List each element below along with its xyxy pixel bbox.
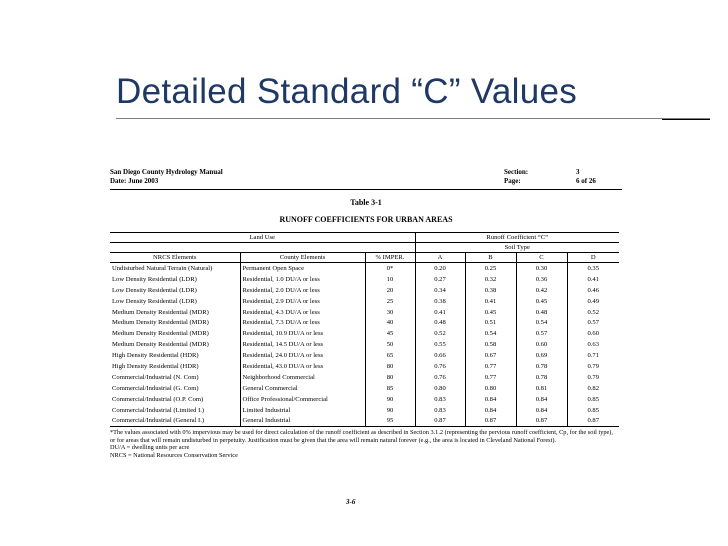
table-cell: 0.67 [465, 350, 516, 361]
table-cell: 0.52 [415, 328, 465, 339]
table-notes [110, 429, 619, 459]
table-cell: 0.85 [567, 394, 619, 405]
table-cell: 0.60 [516, 339, 567, 350]
table-cell: High Density Residential (HDR) [112, 362, 199, 370]
table-cell: 0.48 [516, 307, 567, 318]
table-cell: 0.83 [415, 405, 465, 416]
table-cell: Limited Industrial [240, 405, 365, 416]
column-header: A [415, 253, 465, 263]
table-row [110, 361, 619, 372]
table-row [110, 394, 619, 405]
table-cell: 0.57 [516, 328, 567, 339]
table-cell: 0.45 [516, 296, 567, 307]
table-cell: 95 [365, 415, 415, 426]
table-cell: 90 [365, 405, 415, 416]
table-cell: Medium Density Residential (MDR) [112, 341, 209, 349]
soil-type-header: Soil Type [415, 243, 619, 253]
table-cell: 0.77 [465, 361, 516, 372]
table-row [110, 285, 619, 296]
table-cell: General Industrial [240, 415, 365, 426]
table-cell: 0* [365, 263, 415, 274]
table-cell: 40 [365, 317, 415, 328]
table-cell: Commercial/Industrial (G. Com) [112, 384, 199, 392]
table-cell: 20 [365, 285, 415, 296]
table-cell: 0.87 [465, 415, 516, 426]
table-cell: High Density Residential (HDR) [112, 352, 199, 360]
table-cell: 0.63 [567, 339, 619, 350]
table-row [110, 415, 619, 426]
header-rule [110, 189, 622, 190]
table-row [110, 307, 619, 318]
column-header: NRCS Elements [110, 253, 240, 263]
table-cell: 0.45 [465, 307, 516, 318]
table-cell: 0.76 [415, 372, 465, 383]
manual-date: Date: June 2003 [110, 177, 159, 185]
doc-header-row-1 [110, 168, 622, 177]
table-cell: 0.71 [567, 350, 619, 361]
table-cell: 0.48 [415, 317, 465, 328]
table-cell: 0.81 [516, 383, 567, 394]
table-cell: 0.38 [415, 296, 465, 307]
table-cell: 0.82 [567, 383, 619, 394]
table-cell: 0.38 [465, 285, 516, 296]
table-cell: 0.87 [415, 415, 465, 426]
page-number: 3-6 [346, 498, 356, 506]
section-value: 3 [576, 168, 580, 176]
table-row [110, 372, 619, 383]
page-label: Page: [504, 177, 521, 185]
table-cell: 85 [365, 383, 415, 394]
table-cell: 0.69 [516, 350, 567, 361]
table-cell: Medium Density Residential (MDR) [112, 330, 209, 338]
table-cell: 0.66 [415, 350, 465, 361]
section-label: Section: [504, 168, 529, 176]
table-cell: 30 [365, 307, 415, 318]
table-cell: 0.84 [516, 394, 567, 405]
table-cell: 0.49 [567, 296, 619, 307]
table-cell: 80 [365, 372, 415, 383]
table-cell: 0.83 [415, 394, 465, 405]
table-cell: 0.57 [567, 317, 619, 328]
manual-name: San Diego County Hydrology Manual [110, 168, 223, 176]
table-cell: 0.41 [567, 274, 619, 285]
table-cell: Residential, 4.3 DU/A or less [240, 307, 365, 318]
footnote-nrcs: NRCS = National Resources Conservation Service [110, 451, 238, 459]
table-cell: Residential, 10.9 DU/A or less [240, 328, 365, 339]
land-use-header: Land Use [110, 233, 415, 243]
table-cell: Residential, 7.3 DU/A or less [240, 317, 365, 328]
runoff-coefficient-table [110, 232, 619, 427]
table-cell: 0.27 [415, 274, 465, 285]
table-cell: Commercial/Industrial (O.P. Com) [112, 395, 204, 403]
table-row [110, 263, 619, 274]
footnote-dua: DU/A = dwelling units per acre [110, 444, 190, 452]
table-cell: 10 [365, 274, 415, 285]
table-cell: 0.80 [465, 383, 516, 394]
table-cell: Residential, 43.0 DU/A or less [240, 361, 365, 372]
doc-header-row-2 [110, 177, 622, 186]
table-cell: Commercial/Industrial (Limited I.) [112, 406, 205, 414]
column-header: C [516, 253, 567, 263]
soil-type-row [110, 243, 619, 253]
table-cell: Medium Density Residential (MDR) [112, 308, 209, 316]
table-row [110, 405, 619, 416]
table-cell: 0.42 [516, 285, 567, 296]
table-cell: 80 [365, 361, 415, 372]
column-header: County Elements [240, 253, 365, 263]
table-cell: Residential, 14.5 DU/A or less [240, 339, 365, 350]
title-divider [116, 118, 710, 119]
table-cell: 0.54 [465, 328, 516, 339]
table-cell: 25 [365, 296, 415, 307]
table-row [110, 296, 619, 307]
table-cell: Permanent Open Space [240, 263, 365, 274]
table-cell: 0.79 [567, 361, 619, 372]
table-cell: Low Density Residential (LDR) [112, 297, 197, 305]
slide-title: Detailed Standard “C” Values [116, 72, 578, 111]
table-cell: 0.85 [567, 405, 619, 416]
table-cell: Residential, 2.0 DU/A or less [240, 285, 365, 296]
footnote-impervious: *The values associated with 0% impervious may be used for direct calculation of the runoff coefficient as described in Section 3.1.2 (representing the pervious runoff coefficient, Cp, for the soil type), or for areas that will remain undisturbed in perpetuity. Justification must be given that the area will remain natural forever (e.g., the area is located in Cleveland National Forest). [110, 429, 613, 444]
table-row [110, 328, 619, 339]
table-cell: 0.77 [465, 372, 516, 383]
table-cell: Low Density Residential (LDR) [112, 275, 197, 283]
table-cell: 50 [365, 339, 415, 350]
table-cell: 0.41 [415, 307, 465, 318]
table-body [110, 263, 619, 427]
table-row [110, 274, 619, 285]
table-cell: Residential, 24.0 DU/A or less [240, 350, 365, 361]
table-cell: 0.36 [516, 274, 567, 285]
table-cell: 0.76 [415, 361, 465, 372]
table-cell: Residential, 2.9 DU/A or less [240, 296, 365, 307]
table-cell: 0.87 [567, 415, 619, 426]
table-row [110, 350, 619, 361]
table-cell: 0.25 [465, 263, 516, 274]
table-row [110, 317, 619, 328]
table-cell: 0.32 [465, 274, 516, 285]
table-cell: 0.78 [516, 361, 567, 372]
table-cell: 0.52 [567, 307, 619, 318]
table-cell: 0.79 [567, 372, 619, 383]
table-cell: Commercial/Industrial (N. Com) [112, 373, 199, 381]
page-value: 6 of 26 [576, 177, 596, 185]
table-cell: 0.55 [415, 339, 465, 350]
table-title: RUNOFF COEFFICIENTS FOR URBAN AREAS [279, 215, 453, 224]
scanned-document [110, 168, 622, 459]
table-number: Table 3-1 [350, 198, 382, 207]
table-cell: 0.51 [465, 317, 516, 328]
table-cell: 0.34 [415, 285, 465, 296]
table-cell: 0.84 [465, 394, 516, 405]
table-cell: Residential, 1.0 DU/A or less [240, 274, 365, 285]
column-header: D [567, 253, 619, 263]
table-cell: 0.60 [567, 328, 619, 339]
table-cell: 0.87 [516, 415, 567, 426]
group-header-row [110, 233, 619, 243]
table-cell: 0.84 [516, 405, 567, 416]
table-row [110, 339, 619, 350]
table-cell: Undisturbed Natural Terrain (Natural) [112, 264, 213, 272]
column-header-row [110, 253, 619, 263]
table-cell: Low Density Residential (LDR) [112, 286, 197, 294]
table-cell: 0.20 [415, 263, 465, 274]
column-header: % IMPER. [365, 253, 415, 263]
table-row [110, 383, 619, 394]
table-cell: 90 [365, 394, 415, 405]
table-cell: 0.80 [415, 383, 465, 394]
table-cell: Neighborhood Commercial [240, 372, 365, 383]
table-cell: 0.41 [465, 296, 516, 307]
table-cell: 0.35 [567, 263, 619, 274]
table-cell: 45 [365, 328, 415, 339]
table-cell: 0.46 [567, 285, 619, 296]
table-cell: Medium Density Residential (MDR) [112, 319, 209, 327]
table-cell: 0.54 [516, 317, 567, 328]
table-cell: 65 [365, 350, 415, 361]
table-cell: 0.78 [516, 372, 567, 383]
table-cell: 0.58 [465, 339, 516, 350]
table-cell: General Commercial [240, 383, 365, 394]
table-cell: Office Professional/Commercial [240, 394, 365, 405]
column-header: B [465, 253, 516, 263]
table-cell: 0.84 [465, 405, 516, 416]
runoff-coefficient-header: Runoff Coefficient “C” [415, 233, 619, 243]
title-divider-accent [662, 119, 710, 120]
table-cell: 0.30 [516, 263, 567, 274]
table-cell: Commercial/Industrial (General I.) [110, 415, 240, 426]
